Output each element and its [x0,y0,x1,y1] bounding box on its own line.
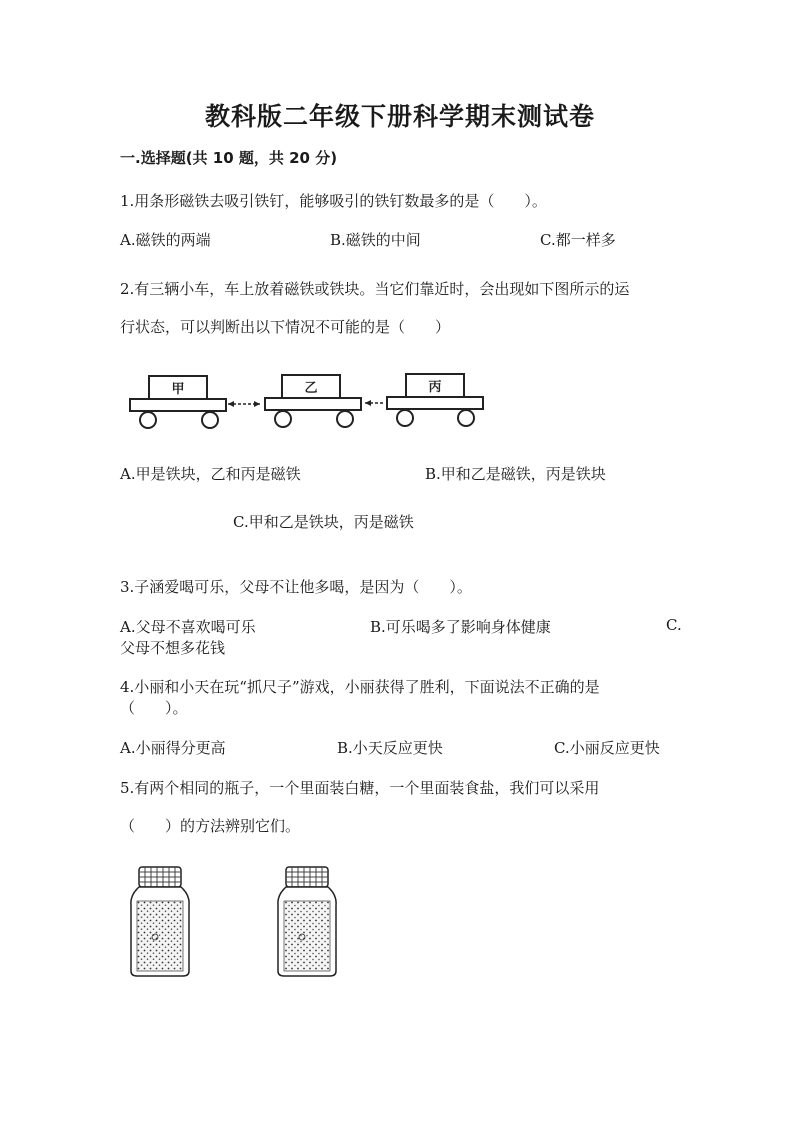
question-4-option-b: B.小天反应更快 [337,739,443,757]
question-3-option-b: B.可乐喝多了影响身体健康 [370,618,551,636]
page-title: 教科版二年级下册科学期末测试卷 [204,102,595,131]
question-2-option-b: B.甲和乙是磁铁，丙是铁块 [425,465,606,483]
question-3-option-c-text: 父母不想多花钱 [120,639,226,657]
question-2-stem-line2: 行状态，可以判断出以下情况不可能的是（ ） [120,318,451,336]
cart-label-yi: 乙 [304,381,318,396]
question-2-option-a: A.甲是铁块，乙和丙是磁铁 [120,465,301,483]
question-4-stem-line2: （ ）。 [120,699,188,717]
question-3-option-a: A.父母不喜欢喝可乐 [120,618,256,636]
question-1-option-a: A.磁铁的两端 [120,231,211,249]
attract-arrows-2 [365,400,383,406]
jar-right-image [272,865,342,980]
section-heading: 一.选择题(共 10 题，共 20 分) [120,149,338,167]
question-4-option-c: C.小丽反应更快 [554,739,660,757]
cart-label-jia: 甲 [171,382,185,397]
question-1-option-b: B.磁铁的中间 [330,231,421,249]
cart-yi [265,375,361,427]
question-1-stem: 1.用条形磁铁去吸引铁钉，能够吸引的铁钉数最多的是（ ）。 [120,192,547,210]
cart-label-bing: 丙 [428,380,442,395]
cart-jia [130,376,226,428]
question-5-stem-line1: 5.有两个相同的瓶子，一个里面装白糖，一个里面装食盐，我们可以采用 [120,779,600,797]
question-2-option-c: C.甲和乙是铁块，丙是磁铁 [233,513,414,531]
question-4-stem-line1: 4.小丽和小天在玩“抓尺子”游戏，小丽获得了胜利，下面说法不正确的是 [120,678,600,696]
question-5-stem-line2: （ ）的方法辨别它们。 [120,817,301,835]
question-3-option-c-label: C. [666,616,682,634]
question-3-stem: 3.子涵爱喝可乐，父母不让他多喝，是因为（ ）。 [120,578,472,596]
jar-left-image [125,865,195,980]
question-4-option-a: A.小丽得分更高 [120,739,226,757]
attract-arrows-1 [228,401,260,407]
question-2-stem-line1: 2.有三辆小车，车上放着磁铁或铁块。当它们靠近时，会出现如下图所示的运 [120,280,630,298]
three-carts-figure [120,365,500,435]
question-1-option-c: C.都一样多 [540,231,616,249]
cart-bing [387,374,483,426]
